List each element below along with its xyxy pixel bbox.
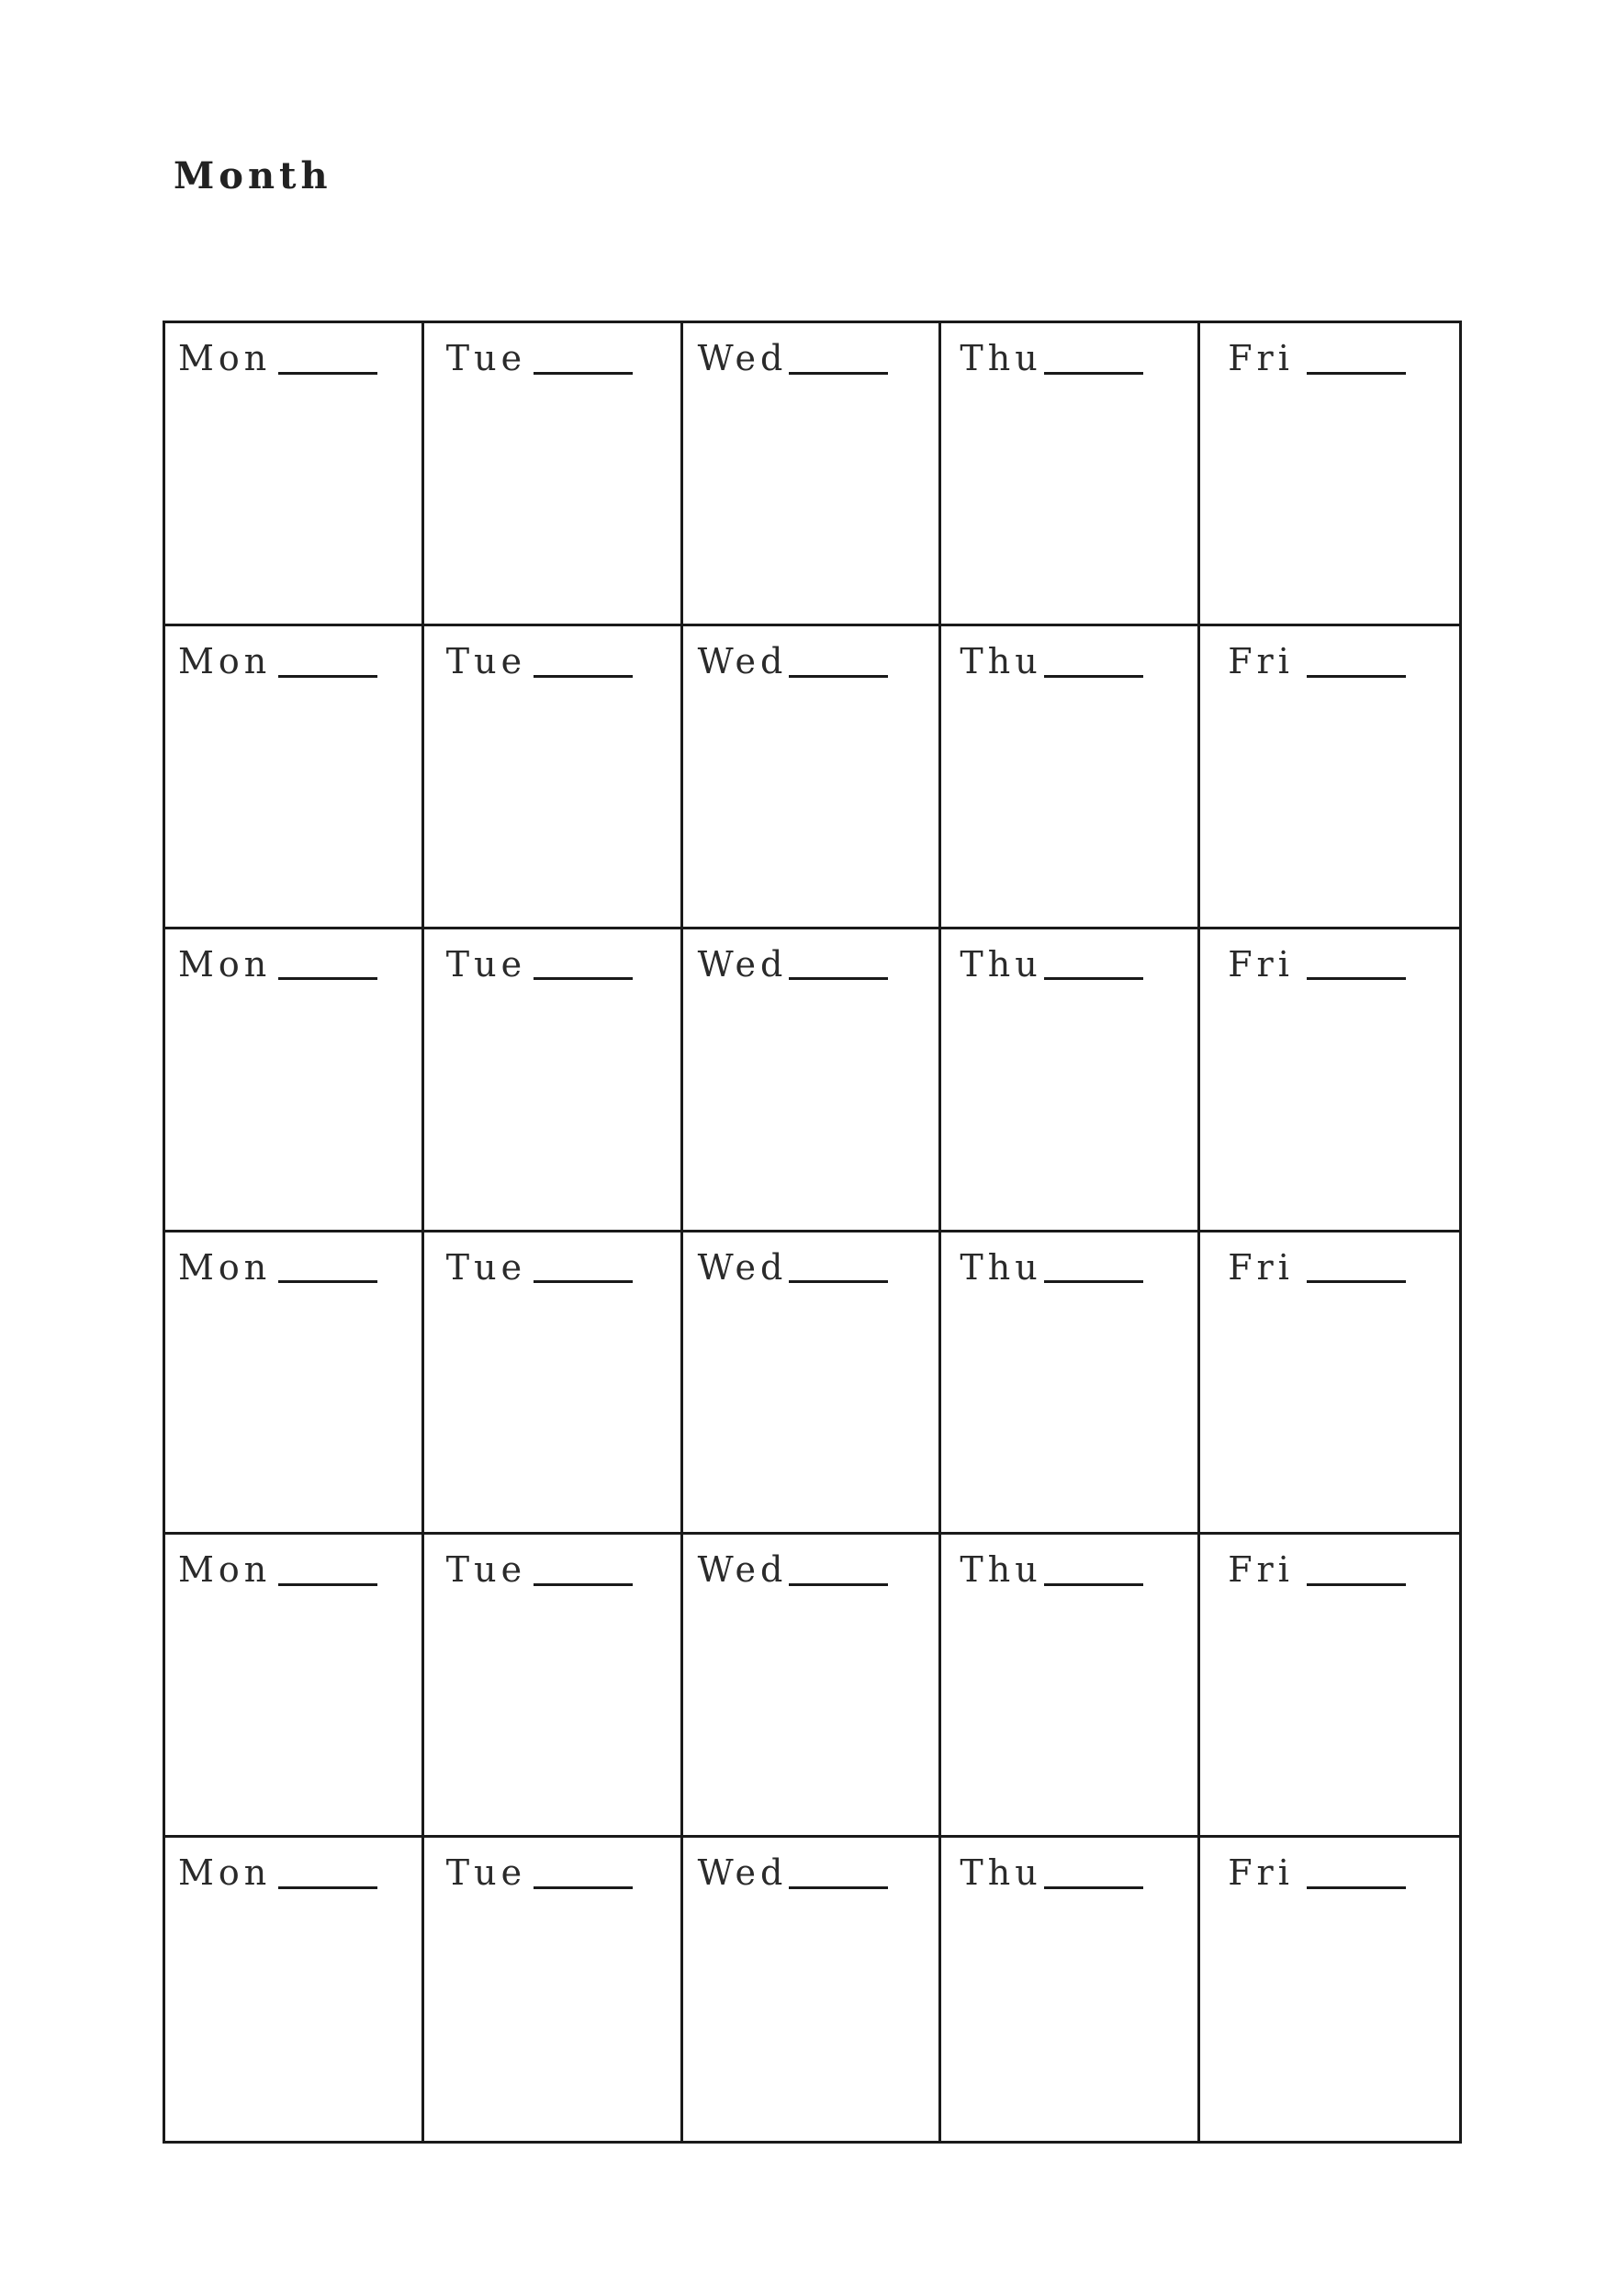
day-cell-week1-wed[interactable]	[683, 323, 942, 626]
day-cell-week2-wed[interactable]	[683, 626, 942, 929]
day-label-tue: Tue	[445, 1549, 527, 1591]
day-header	[445, 943, 633, 985]
day-header	[178, 1246, 377, 1288]
day-header	[1228, 340, 1406, 378]
date-line[interactable]	[1307, 675, 1406, 678]
day-cell-week4-wed[interactable]	[683, 1232, 942, 1536]
day-label-fri: Fri	[1228, 1852, 1294, 1894]
day-cell-week6-wed[interactable]	[683, 1838, 942, 2141]
day-header	[1228, 1854, 1406, 1893]
day-label-fri: Fri	[1228, 338, 1294, 378]
date-line[interactable]	[278, 675, 377, 678]
day-label-tue: Tue	[445, 640, 527, 681]
date-line[interactable]	[1044, 1280, 1143, 1283]
date-line[interactable]	[278, 1280, 377, 1283]
day-cell-week1-fri[interactable]	[1200, 323, 1459, 626]
day-cell-week2-mon[interactable]	[165, 626, 424, 929]
day-cell-week2-tue[interactable]	[424, 626, 683, 929]
date-line[interactable]	[789, 1886, 888, 1889]
day-cell-week5-mon[interactable]	[165, 1535, 424, 1838]
date-line[interactable]	[534, 1583, 633, 1586]
day-label-tue: Tue	[445, 943, 527, 985]
day-label-tue: Tue	[445, 1246, 527, 1288]
day-label-tue: Tue	[445, 1852, 527, 1894]
date-line[interactable]	[1044, 1583, 1143, 1586]
date-line[interactable]	[278, 372, 377, 375]
day-label-wed: Wed	[697, 1852, 788, 1894]
day-cell-week5-wed[interactable]	[683, 1535, 942, 1838]
day-header	[698, 1551, 889, 1590]
day-label-thu: Thu	[960, 1852, 1042, 1894]
day-cell-week6-thu[interactable]	[941, 1838, 1200, 2141]
day-header	[178, 943, 377, 985]
day-header	[960, 1854, 1142, 1893]
date-line[interactable]	[1044, 1886, 1143, 1889]
date-line[interactable]	[789, 1280, 888, 1283]
date-line[interactable]	[1044, 675, 1143, 678]
date-line[interactable]	[789, 1583, 888, 1586]
date-line[interactable]	[1307, 372, 1406, 375]
day-header	[1228, 640, 1406, 681]
day-cell-week1-mon[interactable]	[165, 323, 424, 626]
day-header	[697, 1246, 889, 1288]
day-cell-week2-thu[interactable]	[941, 626, 1200, 929]
day-label-fri: Fri	[1228, 640, 1294, 681]
day-label-mon: Mon	[178, 338, 272, 378]
page-title: Month	[174, 154, 332, 197]
day-cell-week4-thu[interactable]	[941, 1232, 1200, 1536]
day-header	[178, 1854, 377, 1893]
day-header	[446, 1551, 633, 1590]
day-header	[960, 640, 1142, 681]
day-cell-week3-mon[interactable]	[165, 929, 424, 1232]
day-header	[178, 640, 377, 681]
date-line[interactable]	[534, 1886, 633, 1889]
day-label-wed: Wed	[697, 640, 788, 681]
day-cell-week4-mon[interactable]	[165, 1232, 424, 1536]
day-header	[698, 340, 889, 378]
day-label-fri: Fri	[1228, 1246, 1294, 1288]
day-label-wed: Wed	[697, 943, 788, 985]
day-cell-week5-fri[interactable]	[1200, 1535, 1459, 1838]
day-label-thu: Thu	[960, 640, 1042, 681]
date-line[interactable]	[1307, 1886, 1406, 1889]
day-header	[446, 340, 633, 378]
day-header	[960, 340, 1142, 378]
day-cell-week2-fri[interactable]	[1200, 626, 1459, 929]
date-line[interactable]	[534, 372, 633, 375]
day-label-fri: Fri	[1228, 1549, 1294, 1591]
day-label-wed: Wed	[697, 1246, 788, 1288]
day-label-mon: Mon	[178, 1246, 272, 1288]
day-cell-week5-thu[interactable]	[941, 1535, 1200, 1838]
day-label-fri: Fri	[1228, 943, 1294, 985]
date-line[interactable]	[1307, 1583, 1406, 1586]
day-header	[1228, 1246, 1406, 1288]
day-header	[178, 340, 377, 378]
day-header	[960, 1551, 1142, 1590]
day-cell-week1-thu[interactable]	[941, 323, 1200, 626]
day-label-mon: Mon	[178, 1549, 272, 1591]
day-cell-week3-fri[interactable]	[1200, 929, 1459, 1232]
day-cell-week4-tue[interactable]	[424, 1232, 683, 1536]
day-label-thu: Thu	[960, 338, 1042, 378]
date-line[interactable]	[278, 1886, 377, 1889]
date-line[interactable]	[789, 977, 888, 980]
day-label-mon: Mon	[178, 943, 272, 985]
calendar-grid	[163, 321, 1462, 2144]
day-label-wed: Wed	[697, 338, 788, 378]
date-line[interactable]	[1307, 1280, 1406, 1283]
date-line[interactable]	[1044, 977, 1143, 980]
date-line[interactable]	[1044, 372, 1143, 375]
day-cell-week4-fri[interactable]	[1200, 1232, 1459, 1536]
day-label-thu: Thu	[960, 1246, 1042, 1288]
day-label-thu: Thu	[960, 943, 1042, 985]
day-header	[445, 640, 633, 681]
date-line[interactable]	[789, 372, 888, 375]
day-cell-week3-thu[interactable]	[941, 929, 1200, 1232]
day-cell-week5-tue[interactable]	[424, 1535, 683, 1838]
day-cell-week3-wed[interactable]	[683, 929, 942, 1232]
day-cell-week6-mon[interactable]	[165, 1838, 424, 2141]
day-header	[1228, 1551, 1406, 1590]
day-header	[960, 1246, 1142, 1288]
date-line[interactable]	[278, 977, 377, 980]
day-cell-week6-tue[interactable]	[424, 1838, 683, 2141]
date-line[interactable]	[534, 977, 633, 980]
day-label-tue: Tue	[445, 338, 527, 378]
day-label-wed: Wed	[697, 1549, 788, 1591]
day-label-mon: Mon	[178, 1852, 272, 1894]
day-cell-week6-fri[interactable]	[1200, 1838, 1459, 2141]
day-header	[446, 1854, 633, 1893]
date-line[interactable]	[278, 1583, 377, 1586]
date-line[interactable]	[789, 675, 888, 678]
day-header	[445, 1246, 633, 1288]
date-line[interactable]	[534, 675, 633, 678]
date-line[interactable]	[1307, 977, 1406, 980]
day-header	[697, 640, 889, 681]
day-header	[1228, 943, 1406, 985]
day-cell-week3-tue[interactable]	[424, 929, 683, 1232]
day-label-thu: Thu	[960, 1549, 1042, 1591]
day-header	[698, 1854, 889, 1893]
day-header	[697, 943, 889, 985]
date-line[interactable]	[534, 1280, 633, 1283]
day-label-mon: Mon	[178, 640, 272, 681]
day-header	[178, 1551, 377, 1590]
day-header	[960, 943, 1142, 985]
day-cell-week1-tue[interactable]	[424, 323, 683, 626]
